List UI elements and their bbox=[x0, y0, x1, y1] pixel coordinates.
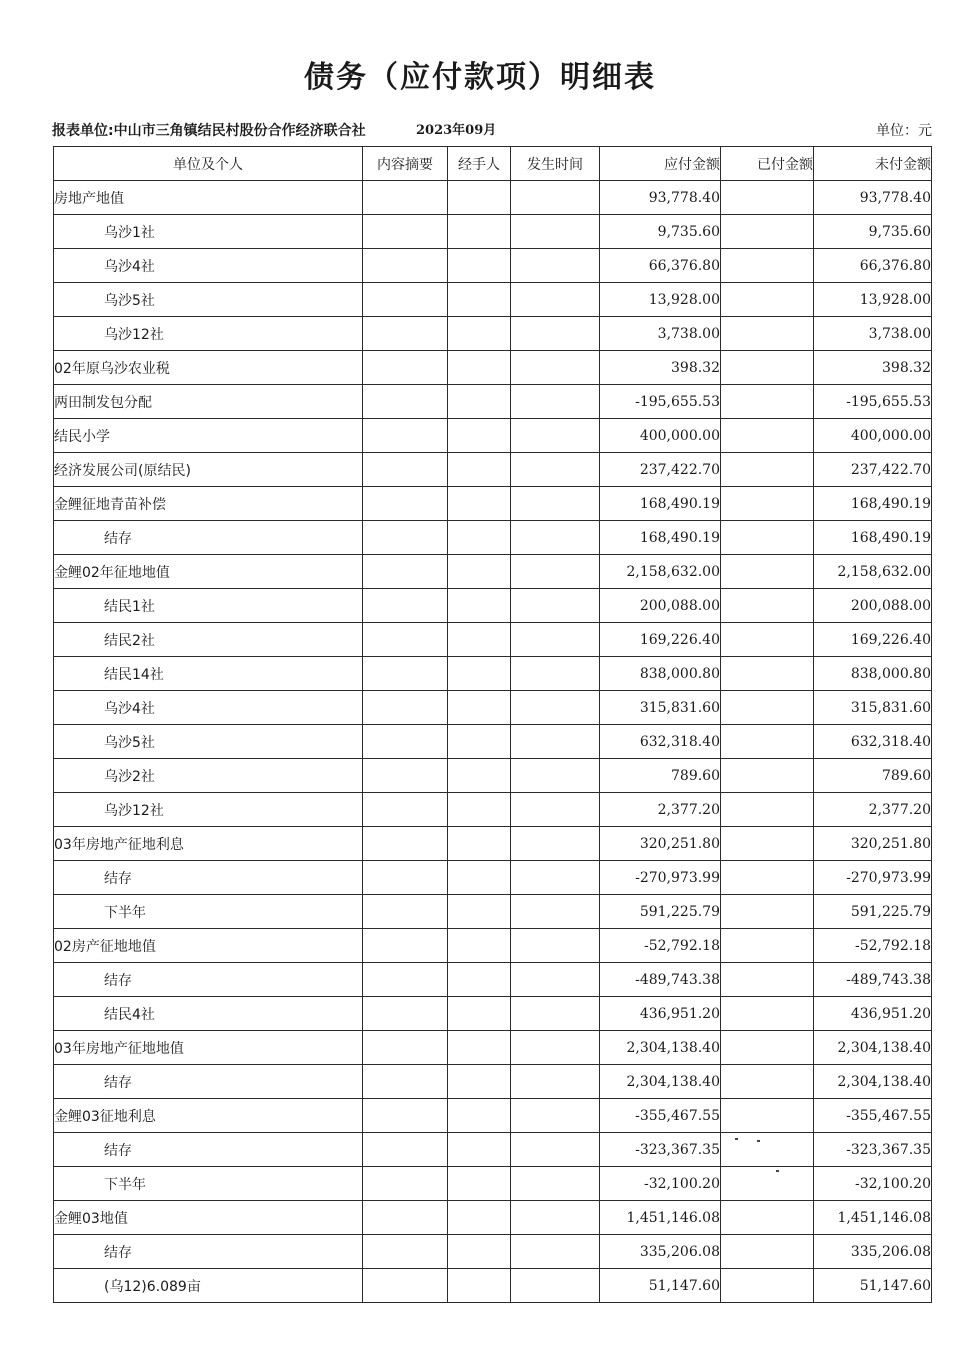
table-row bbox=[54, 589, 932, 623]
table-row bbox=[54, 521, 932, 555]
cell-name: 乌沙12社 bbox=[54, 317, 363, 351]
cell-unpaid: 2,158,632.00 bbox=[814, 555, 932, 589]
cell-paid bbox=[721, 487, 814, 521]
cell-summary bbox=[363, 691, 448, 725]
cell-unpaid: 335,206.08 bbox=[814, 1235, 932, 1269]
cell-handler bbox=[448, 181, 511, 215]
cell-unpaid: 315,831.60 bbox=[814, 691, 932, 725]
cell-paid bbox=[721, 249, 814, 283]
cell-date bbox=[511, 1133, 600, 1167]
cell-name: 03年房地产征地地值 bbox=[54, 1031, 363, 1065]
cell-handler bbox=[448, 997, 511, 1031]
cell-unpaid: -323,367.35 bbox=[814, 1133, 932, 1167]
reporting-unit-label: 报表单位:中山市三角镇结民村股份合作经济联合社 bbox=[52, 123, 366, 139]
cell-payable: 436,951.20 bbox=[600, 997, 721, 1031]
cell-handler bbox=[448, 929, 511, 963]
cell-unpaid: 789.60 bbox=[814, 759, 932, 793]
cell-payable: -52,792.18 bbox=[600, 929, 721, 963]
cell-payable: 168,490.19 bbox=[600, 487, 721, 521]
cell-name: 结民小学 bbox=[54, 419, 363, 453]
cell-paid bbox=[721, 317, 814, 351]
cell-date bbox=[511, 895, 600, 929]
cell-date bbox=[511, 1031, 600, 1065]
cell-payable: 2,377.20 bbox=[600, 793, 721, 827]
cell-paid bbox=[721, 521, 814, 555]
table-row bbox=[54, 419, 932, 453]
cell-payable: 335,206.08 bbox=[600, 1235, 721, 1269]
cell-summary bbox=[363, 657, 448, 691]
table-row bbox=[54, 1031, 932, 1065]
cell-unpaid: 51,147.60 bbox=[814, 1269, 932, 1303]
cell-paid bbox=[721, 283, 814, 317]
cell-date bbox=[511, 419, 600, 453]
cell-handler bbox=[448, 1235, 511, 1269]
cell-handler bbox=[448, 1269, 511, 1303]
cell-summary bbox=[363, 963, 448, 997]
table-row bbox=[54, 1133, 932, 1167]
cell-unpaid: 237,422.70 bbox=[814, 453, 932, 487]
cell-handler bbox=[448, 283, 511, 317]
cell-handler bbox=[448, 1167, 511, 1201]
cell-payable: 51,147.60 bbox=[600, 1269, 721, 1303]
cell-date bbox=[511, 861, 600, 895]
cell-date bbox=[511, 1201, 600, 1235]
cell-summary bbox=[363, 1031, 448, 1065]
cell-summary bbox=[363, 555, 448, 589]
cell-payable: -270,973.99 bbox=[600, 861, 721, 895]
cell-name: 结存 bbox=[54, 521, 363, 555]
header-summary: 内容摘要 bbox=[363, 147, 448, 181]
table-row bbox=[54, 827, 932, 861]
cell-handler bbox=[448, 521, 511, 555]
cell-name: 结存 bbox=[54, 963, 363, 997]
table-row bbox=[54, 351, 932, 385]
cell-handler bbox=[448, 657, 511, 691]
cell-name: 乌沙2社 bbox=[54, 759, 363, 793]
cell-summary bbox=[363, 317, 448, 351]
cell-payable: 789.60 bbox=[600, 759, 721, 793]
cell-name: 乌沙1社 bbox=[54, 215, 363, 249]
cell-summary bbox=[363, 623, 448, 657]
cell-name: 金鲤02年征地地值 bbox=[54, 555, 363, 589]
cell-name: 经济发展公司(原结民) bbox=[54, 453, 363, 487]
cell-payable: 2,158,632.00 bbox=[600, 555, 721, 589]
cell-summary bbox=[363, 1235, 448, 1269]
cell-paid bbox=[721, 215, 814, 249]
cell-payable: 168,490.19 bbox=[600, 521, 721, 555]
cell-name: 乌沙5社 bbox=[54, 283, 363, 317]
cell-handler bbox=[448, 827, 511, 861]
cell-paid bbox=[721, 589, 814, 623]
cell-name: 金鲤03征地利息 bbox=[54, 1099, 363, 1133]
cell-payable: 632,318.40 bbox=[600, 725, 721, 759]
table-row bbox=[54, 283, 932, 317]
cell-handler bbox=[448, 895, 511, 929]
cell-payable: 398.32 bbox=[600, 351, 721, 385]
cell-date bbox=[511, 317, 600, 351]
cell-date bbox=[511, 283, 600, 317]
cell-name: 两田制发包分配 bbox=[54, 385, 363, 419]
cell-unpaid: 400,000.00 bbox=[814, 419, 932, 453]
cell-payable: 320,251.80 bbox=[600, 827, 721, 861]
cell-paid bbox=[721, 351, 814, 385]
cell-handler bbox=[448, 1099, 511, 1133]
cell-payable: -323,367.35 bbox=[600, 1133, 721, 1167]
cell-paid bbox=[721, 1201, 814, 1235]
cell-unpaid: -355,467.55 bbox=[814, 1099, 932, 1133]
table-row bbox=[54, 1201, 932, 1235]
scan-speck bbox=[776, 1170, 779, 1172]
table-header-row bbox=[54, 147, 932, 181]
cell-summary bbox=[363, 419, 448, 453]
cell-summary bbox=[363, 827, 448, 861]
cell-payable: 591,225.79 bbox=[600, 895, 721, 929]
cell-name: 结民14社 bbox=[54, 657, 363, 691]
cell-paid bbox=[721, 1269, 814, 1303]
table-row bbox=[54, 963, 932, 997]
cell-name: 乌沙4社 bbox=[54, 691, 363, 725]
table-row bbox=[54, 385, 932, 419]
cell-unpaid: -52,792.18 bbox=[814, 929, 932, 963]
cell-date bbox=[511, 1167, 600, 1201]
cell-payable: 2,304,138.40 bbox=[600, 1031, 721, 1065]
cell-unpaid: 320,251.80 bbox=[814, 827, 932, 861]
cell-unpaid: -195,655.53 bbox=[814, 385, 932, 419]
cell-paid bbox=[721, 997, 814, 1031]
cell-paid bbox=[721, 895, 814, 929]
cell-paid bbox=[721, 759, 814, 793]
cell-unpaid: 66,376.80 bbox=[814, 249, 932, 283]
cell-paid bbox=[721, 691, 814, 725]
cell-summary bbox=[363, 1133, 448, 1167]
cell-summary bbox=[363, 1167, 448, 1201]
cell-date bbox=[511, 725, 600, 759]
cell-paid bbox=[721, 1235, 814, 1269]
header-unpaid: 未付金额 bbox=[814, 147, 932, 181]
cell-paid bbox=[721, 793, 814, 827]
cell-date bbox=[511, 181, 600, 215]
cell-unpaid: 200,088.00 bbox=[814, 589, 932, 623]
cell-date bbox=[511, 1269, 600, 1303]
cell-unpaid: -489,743.38 bbox=[814, 963, 932, 997]
cell-summary bbox=[363, 487, 448, 521]
cell-date bbox=[511, 453, 600, 487]
cell-paid bbox=[721, 1031, 814, 1065]
cell-paid bbox=[721, 725, 814, 759]
cell-summary bbox=[363, 793, 448, 827]
cell-date bbox=[511, 793, 600, 827]
table-row bbox=[54, 691, 932, 725]
cell-paid bbox=[721, 385, 814, 419]
table-row bbox=[54, 1235, 932, 1269]
scan-speck bbox=[735, 1138, 738, 1140]
cell-summary bbox=[363, 1099, 448, 1133]
cell-unpaid: 9,735.60 bbox=[814, 215, 932, 249]
cell-summary bbox=[363, 215, 448, 249]
table-row bbox=[54, 1269, 932, 1303]
cell-name: 下半年 bbox=[54, 895, 363, 929]
cell-date bbox=[511, 1065, 600, 1099]
cell-name: 房地产地值 bbox=[54, 181, 363, 215]
cell-payable: 9,735.60 bbox=[600, 215, 721, 249]
cell-name: 下半年 bbox=[54, 1167, 363, 1201]
table-row bbox=[54, 759, 932, 793]
cell-summary bbox=[363, 351, 448, 385]
table-row bbox=[54, 555, 932, 589]
cell-unpaid: 2,377.20 bbox=[814, 793, 932, 827]
cell-handler bbox=[448, 623, 511, 657]
cell-unpaid: 168,490.19 bbox=[814, 521, 932, 555]
cell-handler bbox=[448, 1031, 511, 1065]
cell-handler bbox=[448, 759, 511, 793]
cell-paid bbox=[721, 453, 814, 487]
cell-summary bbox=[363, 249, 448, 283]
cell-summary bbox=[363, 385, 448, 419]
cell-date bbox=[511, 215, 600, 249]
table-row bbox=[54, 657, 932, 691]
page-title: 债务（应付款项）明细表 bbox=[304, 60, 656, 95]
currency-unit-label: 单位：元 bbox=[876, 123, 932, 139]
scan-speck bbox=[757, 1140, 760, 1142]
cell-name: 乌沙12社 bbox=[54, 793, 363, 827]
cell-paid bbox=[721, 861, 814, 895]
cell-payable: 13,928.00 bbox=[600, 283, 721, 317]
table-row bbox=[54, 487, 932, 521]
cell-payable: 838,000.80 bbox=[600, 657, 721, 691]
cell-paid bbox=[721, 1065, 814, 1099]
table-row bbox=[54, 793, 932, 827]
cell-handler bbox=[448, 351, 511, 385]
table-row bbox=[54, 1065, 932, 1099]
cell-summary bbox=[363, 1201, 448, 1235]
cell-unpaid: 632,318.40 bbox=[814, 725, 932, 759]
cell-unpaid: 168,490.19 bbox=[814, 487, 932, 521]
table-row bbox=[54, 453, 932, 487]
cell-unpaid: 13,928.00 bbox=[814, 283, 932, 317]
cell-handler bbox=[448, 419, 511, 453]
cell-handler bbox=[448, 1201, 511, 1235]
cell-summary bbox=[363, 759, 448, 793]
table-row bbox=[54, 861, 932, 895]
cell-summary bbox=[363, 725, 448, 759]
cell-date bbox=[511, 385, 600, 419]
cell-unpaid: -32,100.20 bbox=[814, 1167, 932, 1201]
header-name: 单位及个人 bbox=[54, 147, 363, 181]
cell-summary bbox=[363, 997, 448, 1031]
cell-date bbox=[511, 487, 600, 521]
cell-handler bbox=[448, 317, 511, 351]
report-period: 2023年09月 bbox=[416, 123, 497, 138]
header-date: 发生时间 bbox=[511, 147, 600, 181]
cell-date bbox=[511, 759, 600, 793]
cell-paid bbox=[721, 1167, 814, 1201]
cell-paid bbox=[721, 555, 814, 589]
cell-date bbox=[511, 1099, 600, 1133]
cell-date bbox=[511, 1235, 600, 1269]
table-row bbox=[54, 181, 932, 215]
cell-handler bbox=[448, 1133, 511, 1167]
cell-handler bbox=[448, 725, 511, 759]
cell-payable: 237,422.70 bbox=[600, 453, 721, 487]
table-row bbox=[54, 1099, 932, 1133]
cell-name: (乌12)6.089亩 bbox=[54, 1269, 363, 1303]
cell-unpaid: 2,304,138.40 bbox=[814, 1031, 932, 1065]
cell-name: 结民4社 bbox=[54, 997, 363, 1031]
cell-handler bbox=[448, 793, 511, 827]
cell-unpaid: 591,225.79 bbox=[814, 895, 932, 929]
table-body bbox=[54, 181, 932, 1303]
cell-date bbox=[511, 657, 600, 691]
cell-name: 结存 bbox=[54, 1065, 363, 1099]
table-row bbox=[54, 1167, 932, 1201]
debt-detail-table bbox=[53, 146, 932, 1303]
cell-payable: -355,467.55 bbox=[600, 1099, 721, 1133]
cell-name: 结民1社 bbox=[54, 589, 363, 623]
cell-summary bbox=[363, 453, 448, 487]
cell-unpaid: 1,451,146.08 bbox=[814, 1201, 932, 1235]
cell-name: 金鲤03地值 bbox=[54, 1201, 363, 1235]
table-row bbox=[54, 215, 932, 249]
cell-paid bbox=[721, 929, 814, 963]
cell-summary bbox=[363, 283, 448, 317]
table-row bbox=[54, 249, 932, 283]
header-paid: 已付金额 bbox=[721, 147, 814, 181]
cell-handler bbox=[448, 963, 511, 997]
cell-unpaid: -270,973.99 bbox=[814, 861, 932, 895]
cell-date bbox=[511, 589, 600, 623]
cell-summary bbox=[363, 929, 448, 963]
cell-unpaid: 169,226.40 bbox=[814, 623, 932, 657]
cell-date bbox=[511, 623, 600, 657]
cell-paid bbox=[721, 657, 814, 691]
cell-name: 乌沙4社 bbox=[54, 249, 363, 283]
cell-summary bbox=[363, 895, 448, 929]
cell-paid bbox=[721, 1099, 814, 1133]
header-handler: 经手人 bbox=[448, 147, 511, 181]
cell-paid bbox=[721, 181, 814, 215]
table-row bbox=[54, 895, 932, 929]
cell-handler bbox=[448, 453, 511, 487]
cell-handler bbox=[448, 861, 511, 895]
cell-handler bbox=[448, 1065, 511, 1099]
cell-paid bbox=[721, 963, 814, 997]
cell-unpaid: 398.32 bbox=[814, 351, 932, 385]
cell-date bbox=[511, 521, 600, 555]
cell-handler bbox=[448, 691, 511, 725]
cell-date bbox=[511, 555, 600, 589]
cell-date bbox=[511, 963, 600, 997]
cell-name: 结民2社 bbox=[54, 623, 363, 657]
cell-date bbox=[511, 929, 600, 963]
cell-date bbox=[511, 997, 600, 1031]
cell-payable: 2,304,138.40 bbox=[600, 1065, 721, 1099]
cell-payable: -195,655.53 bbox=[600, 385, 721, 419]
cell-date bbox=[511, 827, 600, 861]
cell-name: 结存 bbox=[54, 861, 363, 895]
cell-date bbox=[511, 249, 600, 283]
cell-handler bbox=[448, 555, 511, 589]
cell-payable: 3,738.00 bbox=[600, 317, 721, 351]
cell-name: 02房产征地地值 bbox=[54, 929, 363, 963]
cell-unpaid: 436,951.20 bbox=[814, 997, 932, 1031]
cell-name: 金鲤征地青苗补偿 bbox=[54, 487, 363, 521]
cell-payable: 93,778.40 bbox=[600, 181, 721, 215]
cell-summary bbox=[363, 521, 448, 555]
cell-name: 02年原乌沙农业税 bbox=[54, 351, 363, 385]
cell-payable: 400,000.00 bbox=[600, 419, 721, 453]
table-row bbox=[54, 725, 932, 759]
cell-unpaid: 2,304,138.40 bbox=[814, 1065, 932, 1099]
cell-date bbox=[511, 351, 600, 385]
cell-summary bbox=[363, 589, 448, 623]
cell-summary bbox=[363, 1065, 448, 1099]
table-row bbox=[54, 929, 932, 963]
cell-payable: 315,831.60 bbox=[600, 691, 721, 725]
cell-handler bbox=[448, 487, 511, 521]
cell-handler bbox=[448, 385, 511, 419]
cell-payable: -32,100.20 bbox=[600, 1167, 721, 1201]
table-row bbox=[54, 997, 932, 1031]
cell-name: 乌沙5社 bbox=[54, 725, 363, 759]
cell-payable: 169,226.40 bbox=[600, 623, 721, 657]
cell-paid bbox=[721, 827, 814, 861]
cell-summary bbox=[363, 181, 448, 215]
table-row bbox=[54, 317, 932, 351]
cell-handler bbox=[448, 589, 511, 623]
cell-payable: 200,088.00 bbox=[600, 589, 721, 623]
header-payable: 应付金额 bbox=[600, 147, 721, 181]
cell-unpaid: 3,738.00 bbox=[814, 317, 932, 351]
cell-summary bbox=[363, 861, 448, 895]
cell-paid bbox=[721, 623, 814, 657]
cell-name: 03年房地产征地利息 bbox=[54, 827, 363, 861]
cell-unpaid: 93,778.40 bbox=[814, 181, 932, 215]
table-row bbox=[54, 623, 932, 657]
cell-name: 结存 bbox=[54, 1133, 363, 1167]
cell-payable: 66,376.80 bbox=[600, 249, 721, 283]
cell-summary bbox=[363, 1269, 448, 1303]
cell-payable: -489,743.38 bbox=[600, 963, 721, 997]
cell-paid bbox=[721, 419, 814, 453]
cell-payable: 1,451,146.08 bbox=[600, 1201, 721, 1235]
cell-handler bbox=[448, 249, 511, 283]
cell-date bbox=[511, 691, 600, 725]
cell-handler bbox=[448, 215, 511, 249]
cell-name: 结存 bbox=[54, 1235, 363, 1269]
cell-unpaid: 838,000.80 bbox=[814, 657, 932, 691]
